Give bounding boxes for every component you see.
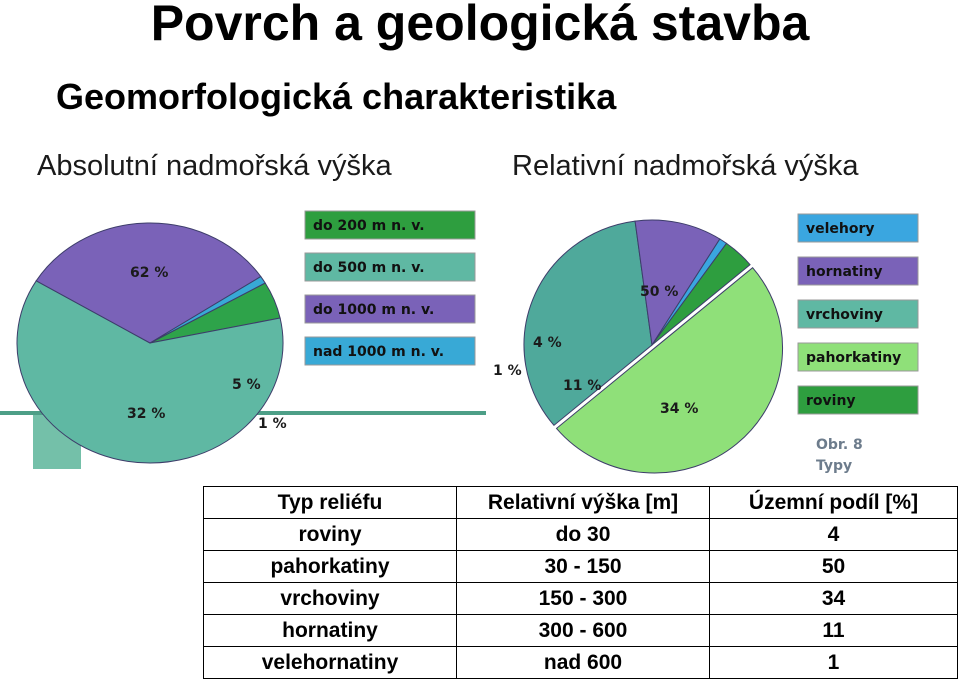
absolute-altitude-pie — [17, 223, 287, 463]
legend-label-hornatiny: hornatiny — [806, 264, 883, 280]
figure-caption-line-2: Typy — [816, 458, 853, 474]
pie-label-nad-1000-m-n-v: 1 % — [258, 416, 287, 432]
legend-label-velehory: velehory — [806, 221, 875, 237]
figure-caption-line-1: Obr. 8 — [816, 437, 863, 453]
column-header-relative-height: Relativní výška [m] — [457, 487, 710, 519]
pie-label-do-1000-m-n-v: 32 % — [127, 406, 166, 422]
table-row — [204, 583, 958, 615]
relative-altitude-pie — [493, 220, 783, 473]
relative-altitude-legend — [798, 214, 918, 414]
table-cell: nad 600 — [457, 647, 710, 679]
legend-label-pahorkatiny: pahorkatiny — [806, 350, 902, 366]
pie-label-velehory: 1 % — [493, 363, 522, 379]
pie-label-roviny: 4 % — [533, 335, 562, 351]
absolute-altitude-legend — [305, 211, 475, 365]
column-header-territory-share: Územní podíl [%] — [710, 487, 958, 519]
table-cell: 30 - 150 — [457, 551, 710, 583]
table-cell: 300 - 600 — [457, 615, 710, 647]
table-cell: 4 — [710, 519, 958, 551]
table-cell: roviny — [204, 519, 457, 551]
table-cell: hornatiny — [204, 615, 457, 647]
legend-label-do-200-m-n-v: do 200 m n. v. — [313, 218, 425, 234]
table-cell: pahorkatiny — [204, 551, 457, 583]
table-header-row — [204, 487, 958, 519]
table-cell: velehornatiny — [204, 647, 457, 679]
table-row — [204, 551, 958, 583]
table-cell: 1 — [710, 647, 958, 679]
page-subtitle: Geomorfologická charakteristika — [56, 76, 617, 117]
table-cell: vrchoviny — [204, 583, 457, 615]
table-row — [204, 647, 958, 679]
pie-charts-figure — [0, 195, 960, 480]
pie-label-do-200-m-n-v: 5 % — [232, 377, 261, 393]
table-row — [204, 615, 958, 647]
pie-label-do-500-m-n-v: 62 % — [130, 265, 169, 281]
table-cell: do 30 — [457, 519, 710, 551]
table-cell: 34 — [710, 583, 958, 615]
legend-label-do-1000-m-n-v: do 1000 m n. v. — [313, 302, 435, 318]
legend-label-nad-1000-m-n-v: nad 1000 m n. v. — [313, 344, 445, 360]
table-cell: 150 - 300 — [457, 583, 710, 615]
pie-label-hornatiny: 11 % — [563, 378, 602, 394]
legend-label-do-500-m-n-v: do 500 m n. v. — [313, 260, 425, 276]
pie-label-pahorkatiny: 50 % — [640, 284, 679, 300]
legend-label-roviny: roviny — [806, 393, 856, 409]
legend-label-vrchoviny: vrchoviny — [806, 307, 883, 323]
page-title: Povrch a geologická stavba — [150, 0, 810, 51]
table-row — [204, 519, 958, 551]
figure-image — [0, 195, 960, 480]
table-cell: 50 — [710, 551, 958, 583]
relative-altitude-heading: Relativní nadmořská výška — [512, 150, 859, 182]
relief-type-table — [203, 486, 958, 679]
column-header-relief-type: Typ reliéfu — [204, 487, 457, 519]
absolute-altitude-heading: Absolutní nadmořská výška — [37, 150, 392, 182]
pie-label-vrchoviny: 34 % — [660, 401, 699, 417]
table-cell: 11 — [710, 615, 958, 647]
